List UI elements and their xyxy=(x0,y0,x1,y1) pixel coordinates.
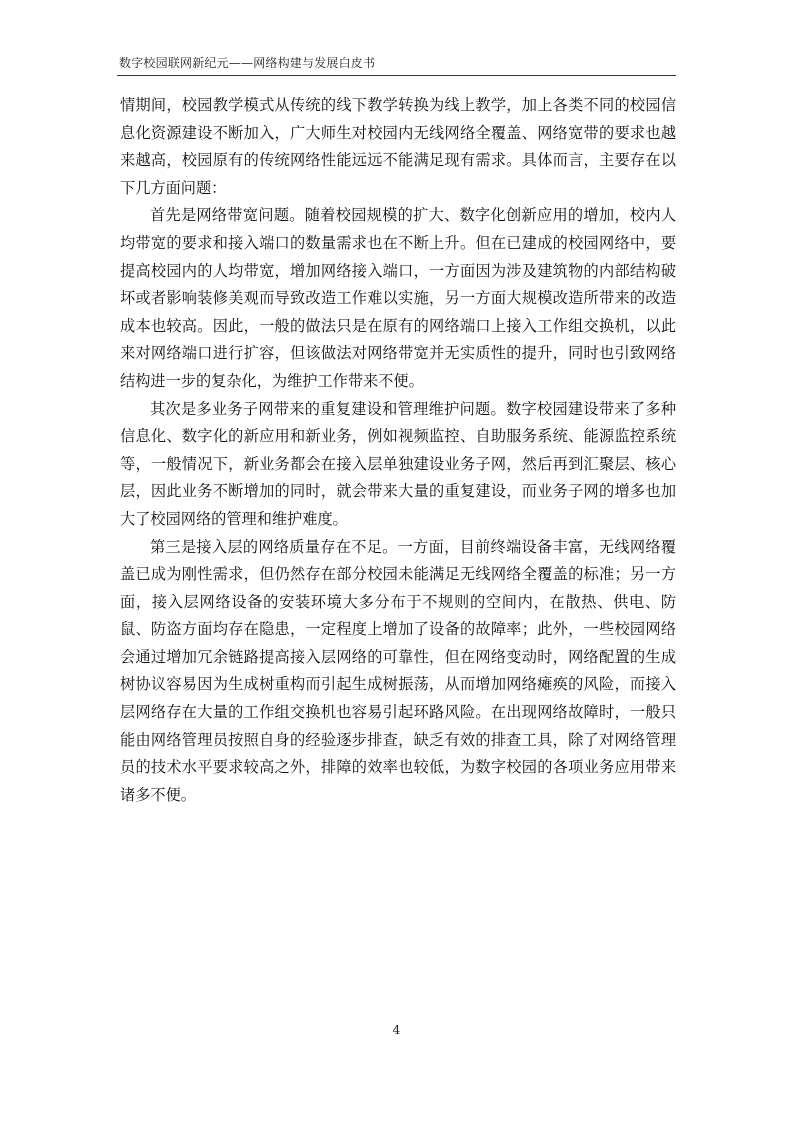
running-header: 数字校园联网新纪元——网络构建与发展白皮书 xyxy=(119,56,376,70)
paragraph-continued: 情期间，校园教学模式从传统的线下教学转换为线上教学，加上各类不同的校园信息化资源建设不断加入，广大师生对校园内无线网络全覆盖、网络宽带的要求也越来越高，校园原有的传统网络性能远远不能满足现有需求。具体而言，主要存在以下几方面问题： xyxy=(120,96,676,197)
page-number: 4 xyxy=(392,1023,401,1037)
header-divider xyxy=(117,75,676,76)
paragraph-access-layer-issue: 第三是接入层的网络质量存在不足。一方面，目前终端设备丰富，无线网络覆盖已成为刚性需求，但仍然存在部分校园未能满足无线网络全覆盖的标准；另一方面，接入层网络设备的安装环境大多分布于不规则的空间内，在散热、供电、防鼠、防盗方面均存在隐患，一定程度上增加了设备的故障率；此外，一些校园网络会通过增加冗余链路提高接入层网络的可靠性，但在网络变动时，网络配置的生成树协议容易因为生成树重构而引起生成树振荡，从而增加网络瘫痪的风险，而接入层网络存在大量的工作组交换机也容易引起环路风险。在出现网络故障时，一般只能由网络管理员按照自身的经验逐步排查，缺乏有效的排查工具，除了对网络管理员的技术水平要求较高之外，排障的效率也较低，为数字校园的各项业务应用带来诸多不便。 xyxy=(120,537,676,804)
paragraph-bandwidth-issue: 首先是网络带宽问题。随着校园规模的扩大、数字化创新应用的增加，校内人均带宽的要求和接入端口的数量需求也在不断上升。但在已建成的校园网络中，要提高校园内的人均带宽，增加网络接入端口，一方面因为涉及建筑物的内部结构破坏或者影响装修美观而导致改造工作难以实施，另一方面大规模改造所带来的改造成本也较高。因此，一般的做法只是在原有的网络端口上接入工作组交换机，以此来对网络端口进行扩容，但该做法对网络带宽并无实质性的提升，同时也引致网络结构进一步的复杂化，为维护工作带来不便。 xyxy=(120,206,676,390)
paragraph-subnet-issue: 其次是多业务子网带来的重复建设和管理维护问题。数字校园建设带来了多种信息化、数字化的新应用和新业务，例如视频监控、自助服务系统、能源监控系统等，一般情况下，新业务都会在接入层单独建设业务子网，然后再到汇聚层、核心层，因此业务不断增加的同时，就会带来大量的重复建设，而业务子网的增多也加大了校园网络的管理和维护难度。 xyxy=(120,399,676,528)
document-body xyxy=(120,92,676,809)
